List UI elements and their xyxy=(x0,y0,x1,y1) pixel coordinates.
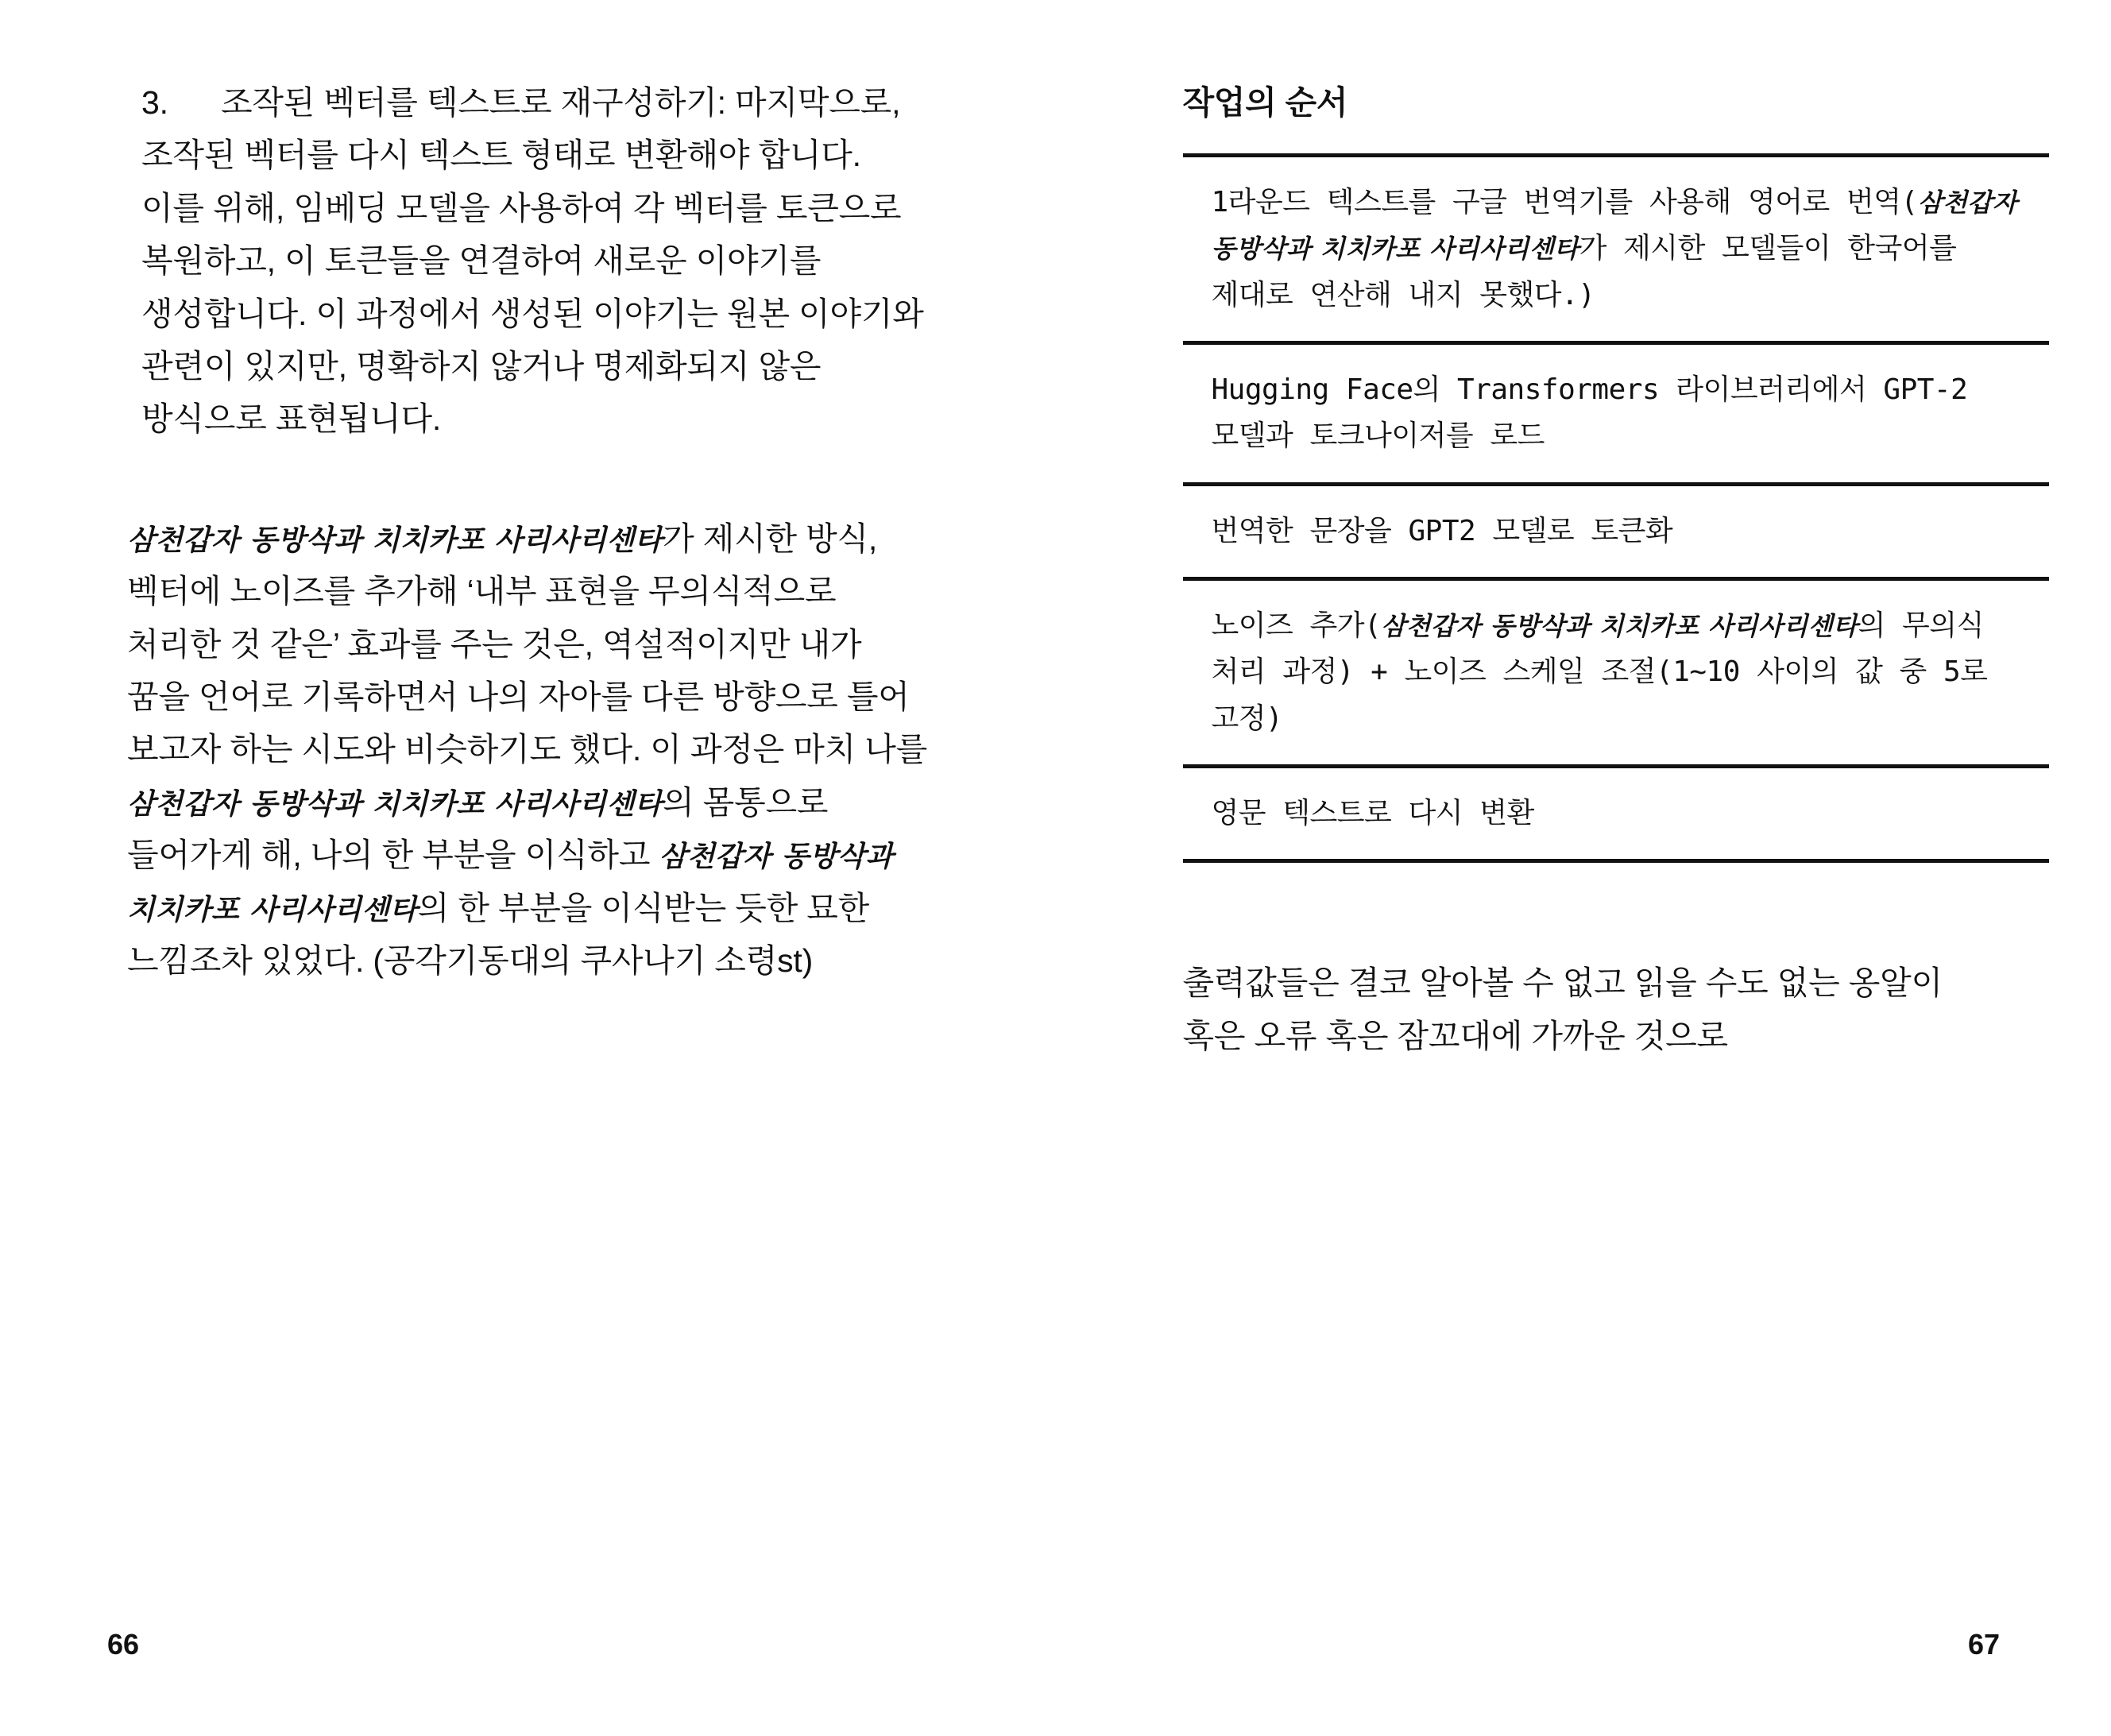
step-text-1: 영문 텍스트로 다시 변환 xyxy=(1211,796,1534,829)
numbered-paragraph-text: 조작된 벡터를 텍스트로 재구성하기: 마지막으로, 조작된 벡터를 다시 텍스트 형태로 변환해야 합니다. 이를 위해, 임베딩 모델을 사용하여 각 벡터를 토큰으로 복원하고, 이 토큰들을 연결하여 새로운 이야기를 생성합니다. 이 과정에서 생성된 이야기는 원본 이야기와 관련이 있지만, 명확하지 않거나 명제화되지 않은 방식으로 표현됩니다. xyxy=(141,84,924,438)
list-item xyxy=(1183,345,2020,482)
handwritten-name: 삼천갑자 동방삭과 치치카포 사리사리센타 xyxy=(1381,610,1858,641)
divider xyxy=(1183,859,2049,863)
list-item xyxy=(1183,486,2020,577)
handwritten-name-1: 삼천갑자 동방삭과 치치카포 사리사리센타 xyxy=(127,523,663,557)
list-item xyxy=(1183,581,2020,764)
body-text-3: 의 한 부분을 이식받는 듯한 묘한 느낌조차 있었다. (공각기동대의 쿠사나기 소령st) xyxy=(127,889,870,980)
list-marker: 3. xyxy=(141,84,168,121)
closing-paragraph: 출력값들은 결코 알아볼 수 없고 읽을 수도 없는 옹알이 혹은 오류 혹은 잠꼬대에 가까운 것으로 xyxy=(1182,965,1943,1054)
right-page xyxy=(1056,0,2111,1736)
handwritten-name-2: 삼천갑자 동방삭과 치치카포 사리사리센타 xyxy=(127,787,663,821)
steps-list xyxy=(1183,153,2018,863)
section-title: 작업의 순서 xyxy=(1182,84,1348,121)
list-item xyxy=(1183,768,2020,859)
body-text-1: 가 제시한 방식, 벡터에 노이즈를 추가해 ‘내부 표현을 무의식적으로 처리한 것 같은’ 효과를 주는 것은, 역설적이지만 내가 꿈을 언어로 기록하면서 나의 자아를 다른 방향으로 틀어 보고자 하는 시도와 비슷하기도 했다. 이 과정은 마치 나를 xyxy=(127,520,928,768)
handwritten-name: 삼천갑자 동방삭과 치치카포 사리사리센타 xyxy=(1211,188,2018,265)
list-item xyxy=(1183,157,2020,341)
step-text-1: Hugging Face의 Transformers 라이브러리에서 GPT-2 모델과 토크나이저를 로드 xyxy=(1211,373,1968,453)
step-text-1: 1라운드 텍스트를 구글 번역기를 사용해 영어로 번역( xyxy=(1211,186,1918,218)
page-number-left: 66 xyxy=(107,1628,140,1661)
step-text-1: 번역한 문장을 GPT2 모델로 토큰화 xyxy=(1211,514,1673,547)
body-paragraph xyxy=(127,512,929,988)
numbered-paragraph xyxy=(141,76,929,446)
step-text-1: 노이즈 추가( xyxy=(1211,609,1382,642)
page-number-right: 67 xyxy=(1967,1628,2000,1661)
body-text-2: 의 몸통으로 들어가게 해, 나의 한 부분을 이식하고 xyxy=(127,783,829,874)
handwritten-name-3: 삼천갑자 동방삭과 치치카포 사리사리센타 xyxy=(127,840,894,926)
step-text-2: 가 제시한 모델들이 한국어를 제대로 연산해 내지 못했다.) xyxy=(1211,232,1957,311)
step-text-2: 의 무의식 처리 과정) + 노이즈 스케일 조절(1~10 사이의 값 중 5로 고정) xyxy=(1211,609,1988,735)
